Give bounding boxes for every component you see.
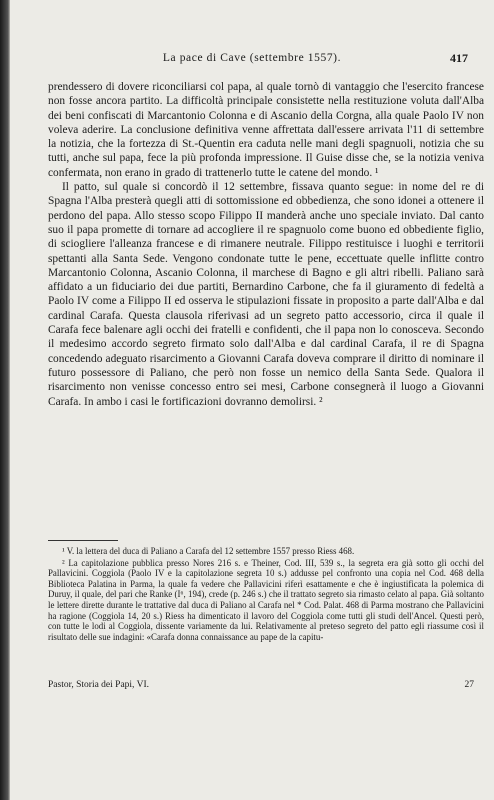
page-number: 417: [450, 51, 468, 65]
paragraph: prendessero di dovere riconciliarsi col papa, al quale tornò di vantaggio che l'esercito francese non fosse ancora partito. La difficoltà principale consistette nella restituzione voluta dall'Alba dei beni confiscati di Marcantonio Colonna e di Ascanio della Corgna, alla quale Paolo IV non voleva aderire. La conclusione definitiva venne affrettata dall'essere arrivata l'11 di settembre la notizia, che la fortezza di St.-Quentin era caduta nelle mani degli spagnuoli, notizia che su tutti, anche sul papa, fece la più profonda impressione. Il Guise disse che, se la notizia veniva confermata, non erano in grado di trattenerlo tutte le catene del mondo. ¹: [48, 81, 484, 179]
footnote: ¹ V. la lettera del duca di Paliano a Carafa del 12 settembre 1557 presso Riess 468.: [62, 546, 355, 556]
main-text: [48, 80, 484, 409]
page-header: [10, 52, 494, 68]
printer-signature: [48, 680, 474, 694]
book-page: [10, 0, 494, 800]
signature-mark: 27: [464, 680, 474, 690]
book-gutter-shadow: [0, 0, 10, 800]
paragraph: Il patto, sul quale si concordò il 12 settembre, fissava quanto segue: in nome del re di Spagna l'Alba presterà quegli atti di sottomissione ed obbedienza, che sono idonei a ottenere il perdono del papa. Allo stesso scopo Filippo II manderà anche uno speciale inviato. Dal canto suo il papa promette di tornare ad accogliere il re spagnuolo come buono ed obbediente figlio, di sciogliere l'alleanza francese e di rimanere neutrale. Filippo restituisce i luoghi e territorii spettanti alla Santa Sede. Vengono condonate tutte le pene, eccettuate quelle inflitte contro Marcantonio Colonna, Ascanio Colonna, il marchese di Bagno e gli altri ribelli. Paliano sarà affidato a un fiduciario dei due partiti, Bernardino Carbone, che fa il giuramento di fedeltà a Paolo IV come a Filippo II ed osserva le stipulazioni fissate in proposito a parte dall'Alba e dal cardinal Carafa. Questa clausola riferivasi ad un segreto patto accessorio, circa il quale il Carafa fece balenare agli occhi dei fratelli e confidenti, che il papa non lo conosceva. Secondo il medesimo accordo segreto firmato solo dall'Alba e dal cardinal Carafa, il re di Spagna concedendo adeguato risarcimento a Giovanni Carafa doveva comprare il diritto di nominare il futuro possessore di Paliano, che però non fosse un nemico della Santa Sede. Qualora il risarcimento non venisse concesso entro sei mesi, Carbone consegnerà il luogo a Giovanni Carafa. In ambo i casi le fortificazioni dovranno demolirsi. ²: [48, 181, 484, 408]
footnote: ² La capitolazione pubblica presso Nores 216 s. e Theiner, Cod. III, 539 s., la segreta era già sotto gli occhi del Pallavicini. Coggiola (Paolo IV e la capitolazione segreta 10 s.) addusse pel confronto una copia nel Cod. 468 della Biblioteca Palatina in Parma, la quale fa vedere che Pallavicini riferì esattamente e che è ingiustificata la polemica di Duruy, il quale, del pari che Ranke (I⁶, 194), crede (p. 246 s.) che il trattato segreto sia rimasto celato al papa. Già soltanto le lettere dirette durante le trattative dal duca di Paliano al Carafa nel * Cod. Palat. 468 di Parma mostrano che Pallavicini ha ragione (Coggiola 14, 20 s.) Riess ha dimenticato il lavoro del Coggiola come tutti gli studi dell'Ancel. Questi però, con tutte le lodi al Coggiola, dissente variamente da lui. Relativamente al preteso segreto del patto egli riassume così il risultato delle sue indagini: «Carafa donna connaissance au pape de la capitu-: [48, 557, 484, 642]
footnote-separator: [48, 540, 118, 541]
signature-title: Pastor, Storia dei Papi, VI.: [48, 680, 150, 690]
running-title: La pace di Cave (settembre 1557).: [162, 52, 342, 64]
footnotes: [48, 546, 484, 643]
